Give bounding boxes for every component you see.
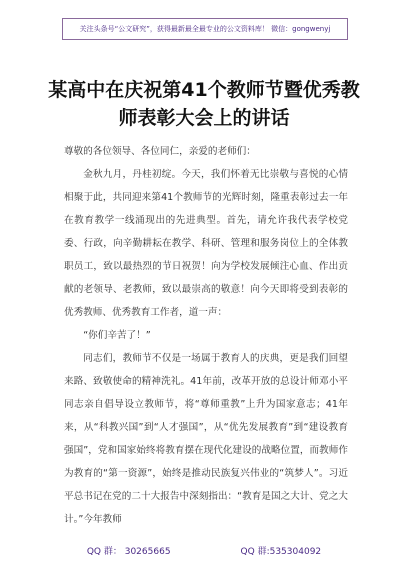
footer-qq-group-1: QQ 群： 30265665 [86, 547, 171, 557]
quote-line: “你们辛苦了！” [83, 330, 151, 341]
footer [0, 544, 408, 557]
salutation: 尊敬的各位领导、各位同仁，亲爱的老师们： [64, 146, 256, 157]
paragraph-2: 同志们，教师节不仅是一场属于教育人的庆典，更是我们回望来路、致敬使命的精神洗礼。41年前，改革开放的总设计师邓小平同志亲自倡导设立教师节，将“尊师重教”上升为国家意志；41年来，从“科教兴国”到“人才强国”，从“优先发展教育”到“建设教育强国”，党和国家始终将教育摆在现代化建设的战略位置，而教师作为教育的“第一资源”，始终是推动民族复兴伟业的“筑梦人”。习近平总书记在党的二十大报告中深刻指出：“教育是国之大计、党之大计。”今年教师 [64, 353, 348, 525]
document-title: 某高中在庆祝第41个教师节暨优秀教师表彰大会上的讲话 [48, 79, 360, 129]
header-banner: 关注头条号“公文研究”，获得最新最全最专业的公文资料库！ 微信：gongwenyj [62, 18, 348, 40]
paragraph-1: 金秋九月，丹桂初绽。今天，我们怀着无比崇敬与喜悦的心情相聚于此，共同迎来第41个教师节的光辉时刻，隆重表彰过去一年在教育教学一线涌现出的先进典型。首先，请允许我代表学校党委、行政，向辛勤耕耘在教学、科研、管理和服务岗位上的全体教职员工，致以最热烈的节日祝贺！向为学校发展倾注心血、作出贡献的老领导、老教师，致以最崇高的敬意！向今天即将受到表彰的优秀教师、优秀教育工作者，道一声： [64, 169, 348, 318]
footer-qq-group-2: QQ 群:535304092 [240, 547, 322, 557]
document-body [64, 140, 348, 531]
